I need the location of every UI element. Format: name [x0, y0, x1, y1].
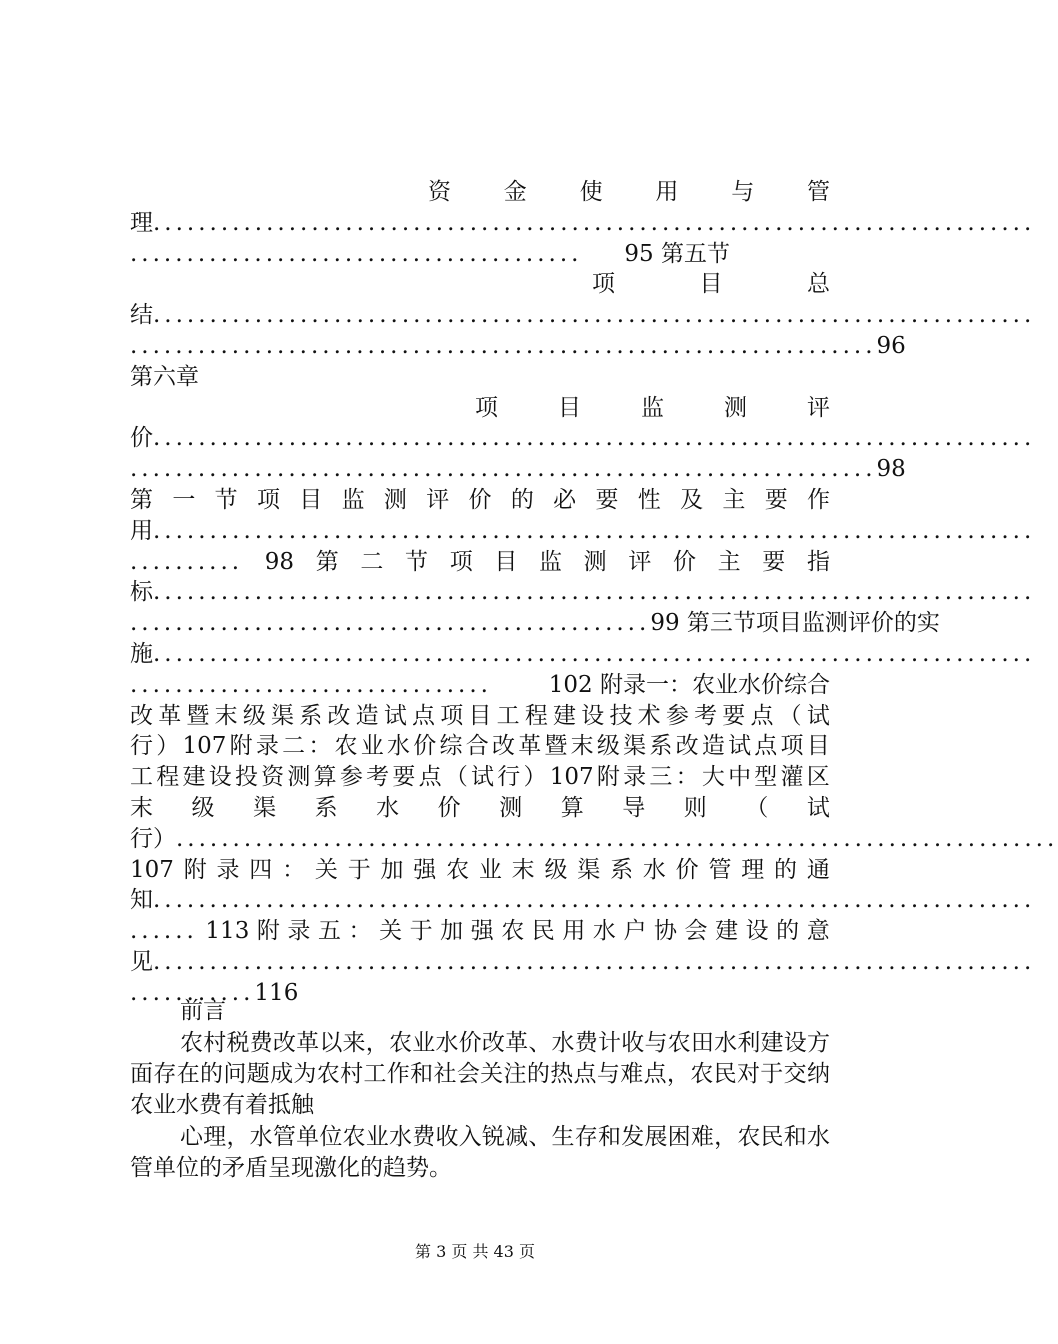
toc-leader-dots: .............................................................................. [153, 641, 1036, 667]
toc-text: 的 [774, 856, 798, 883]
toc-text: 改 [130, 702, 153, 729]
toc-text: 目 [699, 271, 723, 298]
toc-text: 加 [380, 856, 404, 883]
toc-line [130, 854, 830, 886]
toc-text: 水 [387, 733, 411, 760]
toc-line [130, 576, 1036, 608]
preface-title: 前言 [180, 998, 226, 1024]
toc-text: 附 [256, 918, 280, 945]
toc-text: 管 [708, 856, 732, 883]
toc-text: 建 [182, 764, 206, 791]
toc-text: 考 [694, 702, 718, 729]
toc-page-ref: 99 第三节项目监测评价的实 [650, 610, 940, 637]
toc-text: 级 [242, 702, 266, 729]
toc-text: 目 [806, 733, 830, 760]
toc-text: 附 [229, 733, 253, 760]
toc-text: 点 [750, 702, 774, 729]
toc-leader-dots: .............................................................................. [153, 949, 1036, 975]
toc-text: 价 [672, 548, 696, 575]
toc-text: 关 [379, 918, 403, 945]
toc-text: 试 [383, 702, 407, 729]
toc-text: 点 [412, 702, 436, 729]
toc-text: 综 [439, 733, 463, 760]
toc-text: 监 [341, 487, 365, 513]
toc-text: 考 [366, 764, 390, 791]
toc-text: 渠 [271, 702, 295, 729]
toc-page-ref: 116 [254, 979, 299, 1006]
toc-text: 强 [470, 918, 494, 945]
toc-leader-dots: .............................................................................. [153, 887, 1036, 914]
toc-text: 价 [675, 856, 699, 883]
toc-text: 主 [722, 487, 746, 513]
toc-line [130, 946, 1036, 978]
toc-text: 系 [299, 702, 323, 729]
toc-leader-dots: .............................................................................. [176, 825, 1058, 852]
toc-text: 改 [491, 733, 515, 760]
toc-text: 目 [299, 487, 323, 513]
toc-text: 则 [683, 795, 707, 821]
toc-text: 98 [264, 548, 295, 575]
toc-text: 四 [249, 856, 273, 883]
paragraph-2: 心理，水管单位农业水费收入锐减、生存和发展困难，农民和水管单位的矛盾呈现激化的趋势。 [130, 1124, 830, 1181]
toc-text: 加 [440, 918, 464, 945]
toc-line [475, 392, 830, 424]
toc-text: 水 [376, 795, 400, 821]
toc-text: ： [348, 918, 372, 945]
toc-text: 末 [511, 856, 535, 883]
toc-text: 监 [539, 548, 562, 575]
toc-text: 资 [261, 764, 285, 791]
toc-text: 点 [754, 733, 778, 760]
toc-text: 录 [623, 764, 647, 791]
toc-text: 算 [313, 764, 337, 791]
toc-text: 造 [701, 733, 725, 760]
toc-line [130, 730, 830, 762]
toc-text: 录 [287, 918, 311, 945]
toc-leader-dots: .................................................................. [130, 456, 877, 483]
toc-text: 末 [214, 702, 238, 729]
toc-text: 业 [360, 733, 384, 760]
toc-text: 结 [130, 302, 153, 329]
toc-line [130, 792, 830, 824]
toc-text: 于 [347, 856, 371, 883]
toc-text: 测 [583, 548, 607, 575]
toc-text: 协 [653, 918, 677, 945]
toc-line [130, 823, 1058, 855]
toc-text: 标 [130, 579, 153, 606]
toc-text: 改 [327, 702, 351, 729]
toc-text: 用 [130, 517, 153, 544]
toc-text: 参 [665, 702, 689, 729]
toc-text: 区 [806, 764, 830, 791]
toc-text: 项 [592, 271, 615, 298]
toc-text: 目 [558, 394, 581, 421]
toc-text: 的 [776, 918, 800, 945]
toc-text: ） [523, 764, 547, 791]
toc-text: 建 [553, 702, 577, 729]
toc-text: 总 [807, 271, 830, 298]
toc-text: 二 [360, 548, 384, 575]
toc-text: ： [282, 856, 306, 883]
toc-text: 灌 [780, 764, 804, 791]
toc-text: 项 [256, 487, 280, 513]
toc-text: 施 [130, 641, 153, 667]
toc-text: 录 [216, 856, 240, 883]
toc-text: 二 [282, 733, 306, 760]
toc-text: 水 [592, 918, 616, 945]
toc-text: 参 [339, 764, 363, 791]
toc-text: 户 [623, 918, 647, 945]
toc-text: 价 [437, 795, 461, 821]
toc-text: 用 [562, 918, 586, 945]
toc-line [130, 453, 906, 485]
toc-text: 业 [478, 856, 502, 883]
toc-leader-dots: .............................................. [130, 610, 651, 637]
toc-page-ref: 98 [876, 456, 906, 483]
toc-text: 资 [428, 179, 451, 205]
toc-text: 级 [596, 733, 620, 760]
toc-text: 试 [471, 764, 495, 791]
toc-text: 目 [468, 702, 492, 729]
paragraph-1: 农村税费改革以来，农业水价改革、水费计收与农田水利建设方面存在的问题成为农村工作和社会关注的热点与难点，农民对于交纳农业水费有着抵触 [130, 1030, 830, 1118]
preface-heading [130, 996, 830, 1027]
toc-text: 强 [413, 856, 437, 883]
toc-text: 107 [549, 764, 594, 791]
toc-line [130, 638, 1036, 670]
toc-text: 目 [494, 548, 518, 575]
toc-text: 中 [728, 764, 752, 791]
toc-text: 性 [637, 487, 661, 513]
toc-text: 改 [675, 733, 699, 760]
toc-leader-dots: .............................................................................. [153, 425, 1036, 452]
toc-text: 测 [724, 394, 747, 421]
toc-leader-dots: .............................................................................. [153, 209, 1036, 236]
toc-text: 工 [496, 702, 520, 729]
toc-line [130, 761, 830, 793]
toc-text: 评 [426, 487, 450, 513]
toc-text: 113 [205, 918, 250, 945]
toc-text: 必 [553, 487, 577, 513]
toc-text: 第六章 [130, 363, 199, 390]
toc-text: 试 [728, 733, 752, 760]
toc-line [130, 546, 830, 578]
toc-text: 水 [642, 856, 666, 883]
toc-text: 级 [191, 795, 215, 821]
toc-line [130, 361, 830, 393]
toc-text: 合 [465, 733, 489, 760]
toc-text: 农 [501, 918, 525, 945]
toc-text: 价 [130, 425, 153, 452]
toc-line [130, 669, 830, 701]
toc-text: 试 [806, 795, 830, 821]
toc-text: 术 [637, 702, 661, 729]
toc-text: 管 [806, 179, 830, 205]
toc-text: 用 [655, 179, 679, 205]
toc-text: 点 [418, 764, 442, 791]
page-footer: 第 3 页 共 43 页 [415, 1242, 535, 1261]
toc-text: 渠 [577, 856, 601, 883]
toc-leader-dots: .............................................................................. [153, 517, 1036, 544]
toc-text: 末 [130, 795, 153, 821]
toc-line [130, 700, 830, 732]
toc-line [130, 422, 1036, 454]
toc-line [130, 299, 1036, 331]
toc-text: ： [675, 764, 699, 791]
toc-leader-dots: ........... [130, 979, 255, 1006]
toc-text: 导 [622, 795, 646, 821]
toc-text: 理 [741, 856, 765, 883]
toc-text: 三 [649, 764, 673, 791]
toc-text: 意 [806, 918, 830, 945]
toc-line [130, 330, 906, 362]
toc-text: （ [745, 795, 769, 821]
toc-text: 设 [745, 918, 769, 945]
toc-text: 革 [158, 702, 182, 729]
toc-text: 使 [579, 179, 603, 205]
toc-text: 系 [314, 795, 338, 821]
toc-text: 见 [130, 949, 153, 975]
toc-leader-dots: ................................ [130, 671, 492, 698]
toc-text: 工 [130, 764, 153, 791]
toc-line [130, 607, 940, 639]
toc-text: 要 [722, 702, 746, 729]
toc-text: 革 [518, 733, 542, 760]
toc-text: 要 [764, 487, 788, 513]
toc-line [130, 207, 1036, 239]
toc-page-ref: 96 [876, 333, 906, 359]
toc-text: 暨 [186, 702, 210, 729]
toc-text: 107 [182, 733, 227, 760]
toc-text: 主 [717, 548, 741, 575]
toc-text: ...... [130, 918, 198, 945]
toc-text: 要 [595, 487, 619, 513]
toc-leader-dots: .............................................................................. [153, 579, 1036, 606]
toc-text: 录 [255, 733, 279, 760]
toc-text: 通 [806, 856, 830, 883]
toc-text: 监 [641, 394, 664, 421]
toc-text: 造 [355, 702, 379, 729]
toc-text: 107 [130, 856, 174, 883]
toc-line [428, 176, 830, 208]
toc-text: 指 [806, 548, 830, 575]
toc-text: 级 [544, 856, 568, 883]
toc-line [130, 484, 830, 516]
toc-text: 项 [449, 548, 473, 575]
toc-text: 行 [497, 764, 521, 791]
toc-text: 的 [510, 487, 534, 513]
toc-text: 型 [754, 764, 778, 791]
toc-leader-dots: .............................................................................. [153, 302, 1036, 329]
toc-text: 算 [560, 795, 584, 821]
toc-text: 末 [570, 733, 594, 760]
toc-text: 第 [315, 548, 339, 575]
toc-text: 程 [156, 764, 180, 791]
toc-text: 农 [446, 856, 470, 883]
toc-text: 知 [130, 887, 153, 914]
toc-text: 渠 [253, 795, 277, 821]
toc-text: 渠 [623, 733, 647, 760]
toc-text: ） [156, 733, 180, 760]
toc-line [130, 884, 1036, 916]
toc-page-ref: 95 第五节 [624, 240, 730, 267]
toc-text: 与 [731, 179, 755, 205]
toc-text: 系 [649, 733, 673, 760]
toc-text: 会 [684, 918, 708, 945]
toc-page-ref: 102 附录一：农业水价综合 [548, 671, 830, 698]
toc-text: 项 [780, 733, 804, 760]
toc-text: 行 [130, 733, 153, 760]
toc-text: 设 [208, 764, 232, 791]
toc-text: ： [308, 733, 332, 760]
toc-text: 节 [214, 487, 238, 513]
toc-text: 建 [715, 918, 739, 945]
toc-text: 附 [596, 764, 620, 791]
toc-text: 关 [314, 856, 338, 883]
toc-text: 五 [317, 918, 341, 945]
toc-text: 附 [183, 856, 207, 883]
toc-text: 于 [409, 918, 433, 945]
toc-text: 第 [130, 487, 153, 513]
toc-line [592, 268, 830, 300]
toc-text: 暨 [544, 733, 568, 760]
toc-text: 评 [628, 548, 652, 575]
toc-line [130, 238, 730, 270]
toc-text: 测 [287, 764, 311, 791]
toc-text: 投 [234, 764, 258, 791]
toc-line [130, 915, 830, 947]
toc-text: 要 [762, 548, 786, 575]
toc-text: 及 [680, 487, 704, 513]
toc-text: 一 [172, 487, 196, 513]
toc-text: 技 [609, 702, 633, 729]
toc-text: 理 [130, 209, 153, 236]
toc-text: 项 [440, 702, 464, 729]
toc-text: 行） [130, 825, 176, 852]
toc-text: （ [778, 702, 802, 729]
toc-line [130, 515, 1036, 547]
toc-text: 民 [531, 918, 555, 945]
toc-text: 农 [334, 733, 358, 760]
toc-text: 测 [383, 487, 407, 513]
toc-text: 节 [405, 548, 429, 575]
toc-text: 价 [468, 487, 492, 513]
toc-text: 价 [413, 733, 437, 760]
toc-text: 项 [475, 394, 498, 421]
toc-text: 测 [499, 795, 523, 821]
toc-text: 作 [807, 487, 830, 513]
toc-text: 大 [701, 764, 725, 791]
toc-text: 金 [503, 179, 527, 205]
toc-leader-dots: .................................................................. [130, 333, 877, 359]
toc-leader-dots: ........................................ [130, 240, 583, 267]
toc-text: .......... [130, 548, 244, 575]
toc-text: 系 [610, 856, 634, 883]
toc-text: 要 [392, 764, 416, 791]
toc-text: 设 [581, 702, 605, 729]
toc-text: 评 [807, 394, 830, 421]
toc-text: 试 [806, 702, 830, 729]
toc-text: （ [444, 764, 468, 791]
toc-text: 程 [524, 702, 548, 729]
